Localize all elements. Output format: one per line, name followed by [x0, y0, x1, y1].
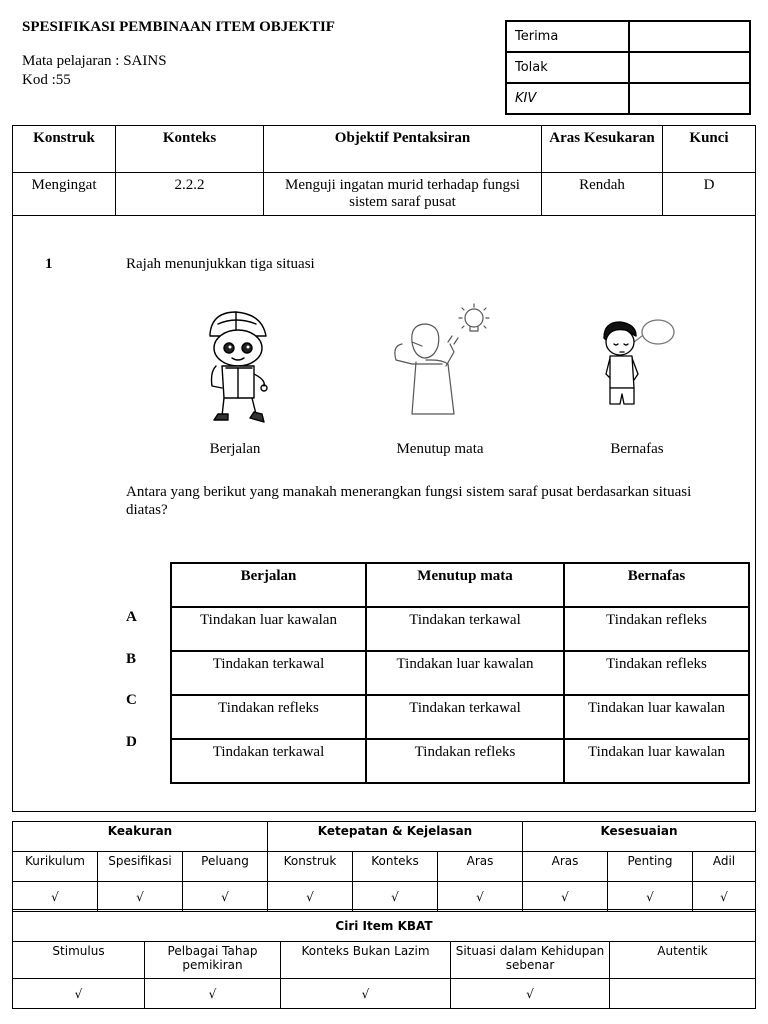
sub-adil: Adil — [693, 852, 756, 882]
quality-table — [12, 821, 756, 912]
status-terima-label: Terima — [506, 21, 629, 52]
option-row-c[interactable] — [171, 695, 749, 739]
question-number: 1 — [45, 256, 53, 272]
option-letter-d: D — [126, 734, 137, 750]
check-mark: √ — [438, 882, 523, 912]
option-letter-b: B — [126, 651, 137, 667]
spec-table — [12, 125, 756, 216]
spec-header-objektif: Objektif Pentaksiran — [264, 126, 542, 173]
question-prompt: Antara yang berikut yang manakah menerangkan fungsi sistem saraf pusat berdasarkan situasi diatas? — [126, 484, 692, 518]
spec-header-aras: Aras Kesukaran — [542, 126, 663, 173]
option-header-bernafas: Bernafas — [564, 563, 749, 607]
kbat-pelbagai-tahap: Pelbagai Tahap pemikiran — [145, 942, 281, 979]
document-title: SPESIFIKASI PEMBINAAN ITEM OBJEKTIF — [22, 19, 335, 35]
option-cell: Tindakan refleks — [564, 607, 749, 651]
spec-konstruk: Mengingat — [13, 173, 116, 216]
option-cell: Tindakan luar kawalan — [564, 739, 749, 783]
sub-peluang: Peluang — [183, 852, 268, 882]
sub-konteks: Konteks — [353, 852, 438, 882]
code-line: Kod :55 — [22, 72, 71, 88]
status-box — [505, 20, 751, 115]
option-cell: Tindakan terkawal — [366, 607, 564, 651]
option-letter-c: C — [126, 692, 137, 708]
spec-header-konstruk: Konstruk — [13, 126, 116, 173]
spec-aras: Rendah — [542, 173, 663, 216]
subject-line: Mata pelajaran : SAINS — [22, 53, 167, 69]
check-mark: √ — [268, 882, 353, 912]
check-mark — [610, 979, 756, 1009]
option-cell: Tindakan terkawal — [171, 651, 366, 695]
option-cell: Tindakan luar kawalan — [564, 695, 749, 739]
check-mark: √ — [98, 882, 183, 912]
covering-eyes-illustration — [382, 302, 494, 422]
breathing-boy-illustration — [598, 316, 678, 416]
check-mark: √ — [13, 882, 98, 912]
group-keakuran: Keakuran — [13, 822, 268, 852]
check-mark: √ — [13, 979, 145, 1009]
option-row-d[interactable] — [171, 739, 749, 783]
status-kiv-cell — [629, 83, 750, 114]
group-ketepatan: Ketepatan & Kejelasan — [268, 822, 523, 852]
sub-spesifikasi: Spesifikasi — [98, 852, 183, 882]
check-mark: √ — [608, 882, 693, 912]
kbat-title: Ciri Item KBAT — [13, 910, 756, 942]
caption-bernafas: Bernafas — [610, 441, 664, 457]
option-letter-a: A — [126, 609, 137, 625]
spec-header-kunci: Kunci — [663, 126, 756, 173]
check-mark: √ — [693, 882, 756, 912]
option-cell: Tindakan terkawal — [171, 739, 366, 783]
options-table — [170, 562, 750, 784]
sub-konstruk: Konstruk — [268, 852, 353, 882]
option-cell: Tindakan refleks — [366, 739, 564, 783]
status-tolak-label: Tolak — [506, 52, 629, 83]
check-mark: √ — [523, 882, 608, 912]
status-kiv-label: KIV — [506, 83, 629, 114]
spec-objektif: Menguji ingatan murid terhadap fungsi sistem saraf pusat — [264, 173, 542, 216]
option-header-berjalan: Berjalan — [171, 563, 366, 607]
check-mark: √ — [451, 979, 610, 1009]
caption-berjalan: Berjalan — [209, 441, 261, 457]
option-cell: Tindakan luar kawalan — [366, 651, 564, 695]
check-mark: √ — [145, 979, 281, 1009]
check-mark: √ — [281, 979, 451, 1009]
option-row-a[interactable] — [171, 607, 749, 651]
kbat-situasi-kehidupan: Situasi dalam Kehidupan sebenar — [451, 942, 610, 979]
spec-header-konteks: Konteks — [116, 126, 264, 173]
walking-boy-illustration — [196, 306, 276, 430]
status-tolak-cell — [629, 52, 750, 83]
option-header-menutup-mata: Menutup mata — [366, 563, 564, 607]
question-stem: Rajah menunjukkan tiga situasi — [126, 256, 315, 272]
kbat-autentik: Autentik — [610, 942, 756, 979]
spec-konteks: 2.2.2 — [116, 173, 264, 216]
sub-kurikulum: Kurikulum — [13, 852, 98, 882]
check-mark: √ — [183, 882, 268, 912]
sub-aras-2: Aras — [523, 852, 608, 882]
status-terima-cell — [629, 21, 750, 52]
kbat-table — [12, 909, 756, 1009]
kbat-stimulus: Stimulus — [13, 942, 145, 979]
sub-penting: Penting — [608, 852, 693, 882]
caption-menutup-mata: Menutup mata — [396, 441, 484, 457]
option-cell: Tindakan refleks — [171, 695, 366, 739]
kbat-konteks-bukan-lazim: Konteks Bukan Lazim — [281, 942, 451, 979]
option-cell: Tindakan luar kawalan — [171, 607, 366, 651]
spec-kunci: D — [663, 173, 756, 216]
group-kesesuaian: Kesesuaian — [523, 822, 756, 852]
check-mark: √ — [353, 882, 438, 912]
option-cell: Tindakan terkawal — [366, 695, 564, 739]
option-cell: Tindakan refleks — [564, 651, 749, 695]
option-row-b[interactable] — [171, 651, 749, 695]
sub-aras: Aras — [438, 852, 523, 882]
